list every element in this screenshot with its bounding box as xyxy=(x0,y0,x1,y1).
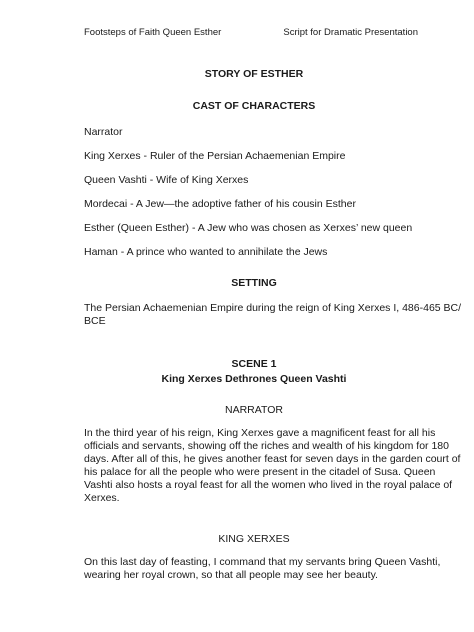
cast-item-queen-vashti: Queen Vashti - Wife of King Xerxes xyxy=(84,174,249,186)
speech-line: wearing her royal crown, so that all people may see her beauty. xyxy=(84,569,378,581)
setting-line: The Persian Achaemenian Empire during the reign of King Xerxes I, 486-465 BC/ xyxy=(84,302,462,314)
speech-line: days. After all of this, he gives another feast for seven days in the garden court of xyxy=(84,453,461,465)
cast-item-mordecai: Mordecai - A Jew—the adoptive father of his cousin Esther xyxy=(84,198,356,210)
speech-line: officials and servants, showing off the riches and wealth of his kingdom for 180 xyxy=(84,440,449,452)
speech-line: In the third year of his reign, King Xerxes gave a magnificent feast for all his xyxy=(84,427,436,439)
speech-line: Xerxes. xyxy=(84,492,120,504)
speech-line: On this last day of feasting, I command that my servants bring Queen Vashti, xyxy=(84,556,441,568)
document-content xyxy=(84,66,462,582)
story-title: STORY OF ESTHER xyxy=(204,68,304,80)
speaker-king-xerxes: KING XERXES xyxy=(218,533,290,545)
scene-title: King Xerxes Dethrones Queen Vashti xyxy=(161,373,347,385)
setting-paragraph xyxy=(84,302,462,328)
scene-number: SCENE 1 xyxy=(231,358,277,370)
header-right-text: Script for Dramatic Presentation xyxy=(283,27,418,38)
speaker-narrator: NARRATOR xyxy=(225,404,283,416)
header-left-text: Footsteps of Faith Queen Esther xyxy=(84,27,222,38)
cast-item-narrator: Narrator xyxy=(84,126,123,138)
setting-line: BCE xyxy=(84,315,106,327)
speech-line: Vashti also hosts a royal feast for all the women who lived in the royal palace of xyxy=(84,479,453,491)
cast-heading: CAST OF CHARACTERS xyxy=(192,100,316,112)
speech-line: his palace for all the people who were present in the citadel of Susa. Queen xyxy=(84,466,436,478)
cast-item-king-xerxes: King Xerxes - Ruler of the Persian Achaemenian Empire xyxy=(84,150,346,162)
narrator-speech xyxy=(84,427,461,505)
cast-item-esther: Esther (Queen Esther) - A Jew who was chosen as Xerxes’ new queen xyxy=(84,222,413,234)
setting-heading: SETTING xyxy=(231,277,277,289)
king-speech xyxy=(84,556,441,582)
cast-item-haman: Haman - A prince who wanted to annihilate the Jews xyxy=(84,246,328,258)
cast-list xyxy=(84,126,424,259)
